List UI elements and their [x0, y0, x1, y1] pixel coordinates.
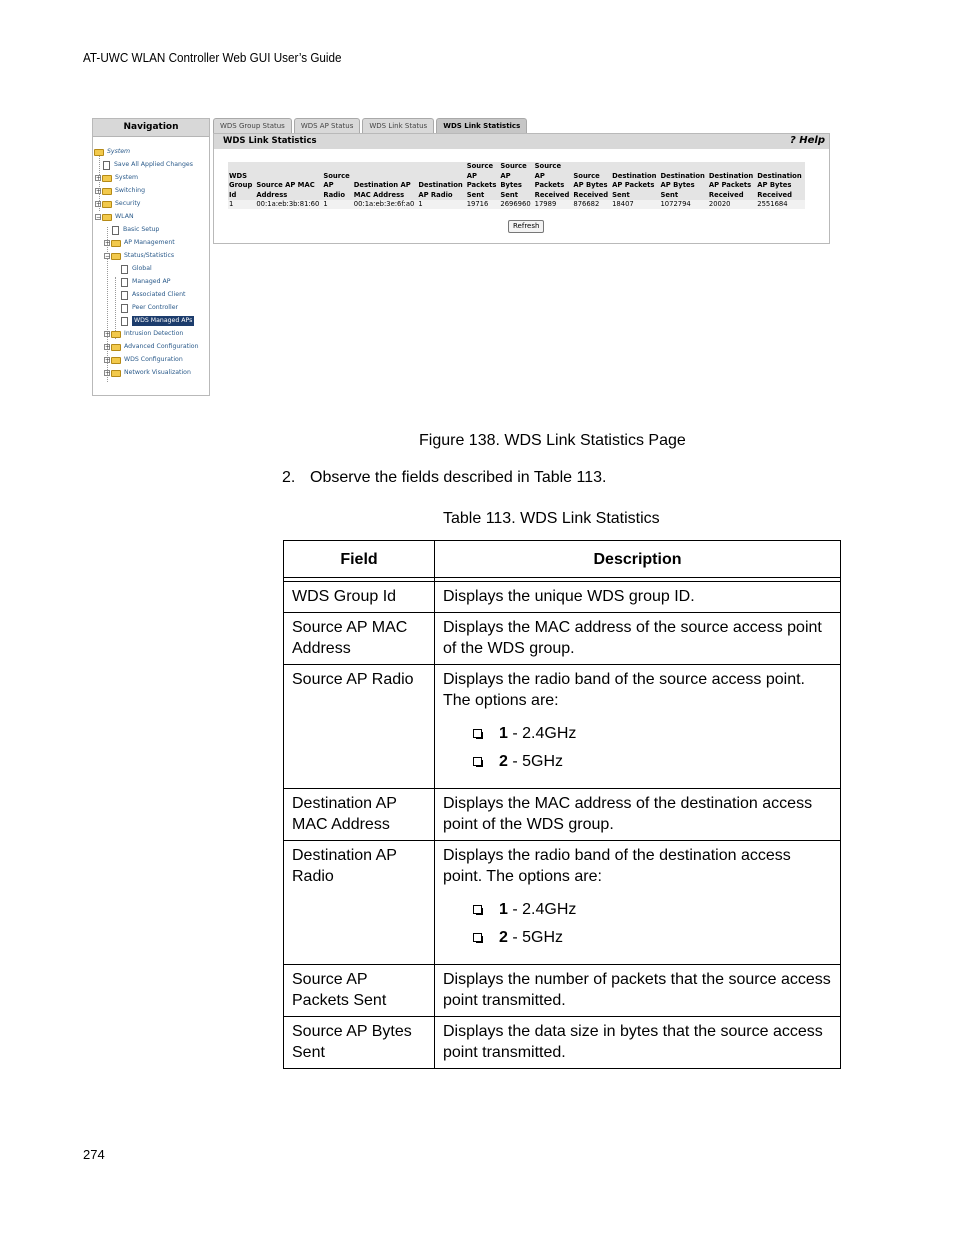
column-header-line: Destination	[660, 171, 705, 180]
column-header	[499, 162, 533, 200]
column-header-line: Source	[573, 171, 600, 180]
option-label: - 2.4GHz	[507, 901, 577, 918]
option-value: 2	[499, 753, 508, 770]
folder-icon	[111, 240, 121, 247]
option-item	[443, 723, 832, 751]
option-item	[443, 927, 832, 955]
folder-icon	[111, 370, 121, 377]
column-header-line: Packets	[466, 181, 497, 189]
tree-item-security[interactable]: + Security	[96, 200, 141, 208]
page-icon	[121, 317, 128, 326]
expand-icon[interactable]: +	[96, 188, 102, 195]
checkbox-bullet-icon	[473, 757, 482, 766]
expand-icon[interactable]: +	[96, 175, 102, 182]
column-header-line: AP Bytes	[573, 181, 608, 189]
column-header-line: Source	[534, 162, 562, 170]
column-header-line: Source	[500, 162, 527, 170]
page-icon	[112, 226, 119, 235]
tree-item-advanced-configuration[interactable]: + Advanced Configuration	[105, 343, 199, 351]
options-list	[443, 723, 832, 779]
column-header-line: AP Bytes	[660, 181, 695, 189]
field-description-table	[283, 540, 841, 1069]
checkbox-bullet-icon	[473, 933, 482, 942]
page-number: 274	[83, 1147, 105, 1162]
column-header	[466, 162, 500, 200]
column-header-line: Packets	[534, 181, 565, 189]
column-header	[353, 162, 418, 200]
expand-icon[interactable]: +	[105, 344, 111, 351]
column-header-line: WDS	[229, 171, 248, 180]
panel-header	[214, 134, 829, 149]
column-header-line: Id	[229, 190, 237, 199]
option-item	[443, 751, 832, 779]
column-header	[611, 162, 659, 200]
step-item	[282, 469, 606, 487]
page-icon	[103, 161, 110, 170]
expand-icon[interactable]: +	[105, 357, 111, 364]
options-list	[443, 899, 832, 955]
tab-wds-ap-status[interactable]: WDS AP Status	[294, 118, 361, 133]
tree-item-save-changes[interactable]: Save All Applied Changes	[103, 160, 193, 170]
table-row	[284, 582, 841, 613]
field-description-cell	[435, 582, 841, 613]
table-cell: 2551684	[756, 200, 804, 209]
column-header-line: Destination AP	[353, 181, 411, 189]
description-text: Displays the unique WDS group ID.	[443, 588, 695, 605]
column-header-line: Sent	[612, 190, 630, 199]
folder-icon	[102, 175, 112, 182]
step-text: Observe the fields described in Table 113.	[310, 469, 607, 486]
table-row	[284, 789, 841, 841]
field-name-cell: Destination AP Radio	[284, 841, 435, 965]
column-header-line: AP Radio	[418, 190, 453, 199]
option-item	[443, 899, 832, 927]
column-header-line: Received	[534, 190, 570, 199]
expand-icon[interactable]: +	[105, 331, 111, 338]
refresh-button[interactable]: Refresh	[508, 220, 544, 233]
tab-wds-group-status[interactable]: WDS Group Status	[213, 118, 292, 133]
option-value: 2	[499, 929, 508, 946]
field-name-cell: Source AP MAC Address	[284, 613, 435, 665]
table-caption: Table 113. WDS Link Statistics	[443, 510, 660, 527]
field-description-cell	[435, 841, 841, 965]
column-header-line: Destination	[757, 171, 802, 180]
table-cell: 00:1a:eb:3e:6f:a0	[353, 200, 418, 209]
tree-item-global[interactable]: Global	[121, 264, 152, 274]
header-field: Field	[284, 541, 435, 578]
checkbox-bullet-icon	[473, 905, 482, 914]
column-header-line: MAC Address	[353, 190, 405, 199]
tree-item-wds-managed-aps[interactable]: WDS Managed APs	[121, 316, 194, 326]
description-text: Displays the data size in bytes that the source access point transmitted.	[443, 1023, 823, 1061]
table-cell: 00:1a:eb:3b:81:60	[255, 200, 322, 209]
tree-item-basic-setup[interactable]: Basic Setup	[112, 225, 159, 235]
column-header-line: Address	[256, 190, 288, 199]
description-text: Displays the MAC address of the destination access point of the WDS group.	[443, 795, 813, 833]
tree-item-wds-configuration[interactable]: + WDS Configuration	[105, 356, 183, 364]
tree-item-ap-management[interactable]: + AP Management	[105, 239, 175, 247]
option-value: 1	[499, 725, 508, 742]
expand-icon[interactable]: +	[105, 370, 111, 377]
column-header	[756, 162, 804, 200]
field-name-cell: Source AP Packets Sent	[284, 965, 435, 1017]
column-header-line: Destination	[612, 171, 657, 180]
option-label: - 5GHz	[507, 753, 564, 770]
column-header-line: Group	[229, 181, 253, 189]
navigation-panel	[92, 118, 210, 396]
checkbox-bullet-icon	[473, 729, 482, 738]
collapse-icon[interactable]: −	[105, 253, 111, 260]
column-header	[228, 162, 255, 200]
column-header-line: Source AP MAC	[256, 181, 315, 189]
description-text: Displays the radio band of the destination access point. The options are:	[443, 847, 791, 885]
tree-item-peer-controller[interactable]: Peer Controller	[121, 303, 178, 313]
column-header-line: Sent	[660, 190, 679, 199]
column-header-line: AP	[500, 171, 511, 180]
column-header-line: Received	[573, 190, 609, 199]
column-header	[322, 162, 352, 200]
tree-item-switching[interactable]: + Switching	[96, 187, 146, 195]
column-header-line: AP Packets	[612, 181, 655, 189]
description-text: Displays the number of packets that the source access point transmitted.	[443, 971, 831, 1009]
tree-item-status-statistics[interactable]: − Status/Statistics	[105, 252, 175, 260]
column-header	[534, 162, 573, 200]
collapse-icon[interactable]: −	[96, 214, 102, 221]
field-table-header	[284, 541, 841, 578]
help-link[interactable]: ? Help	[789, 135, 825, 146]
description-text: Displays the radio band of the source access point. The options are:	[443, 671, 805, 709]
column-header	[708, 162, 756, 200]
column-header-line: Sent	[500, 190, 518, 199]
column-header-line: Received	[757, 190, 792, 199]
option-label: - 2.4GHz	[507, 725, 577, 742]
panel-title: WDS Link Statistics	[223, 136, 317, 146]
tab-wds-link-statistics[interactable]: WDS Link Statistics	[436, 118, 527, 133]
wds-link-statistics-screenshot	[92, 118, 830, 396]
column-header-line: Received	[708, 190, 744, 199]
table-cell: 19716	[466, 200, 500, 209]
figure-caption: Figure 138. WDS Link Statistics Page	[419, 432, 686, 449]
folder-icon	[111, 344, 121, 351]
table-cell: 1	[322, 200, 352, 209]
field-name-cell: WDS Group Id	[284, 582, 435, 613]
table-row	[228, 200, 805, 209]
tree-item-managed-ap[interactable]: Managed AP	[121, 277, 170, 287]
column-header-line: Bytes	[500, 181, 522, 189]
folder-open-icon	[94, 149, 104, 156]
header-description: Description	[435, 541, 841, 578]
page-icon	[121, 304, 128, 313]
field-description-cell	[435, 665, 841, 789]
folder-open-icon	[111, 253, 121, 260]
field-name-cell: Destination AP MAC Address	[284, 789, 435, 841]
folder-open-icon	[102, 214, 112, 221]
tree-item-network-visualization[interactable]: + Network Visualization	[105, 369, 191, 377]
table-cell: 18407	[611, 200, 659, 209]
main-panel	[213, 118, 830, 244]
page-icon	[121, 291, 128, 300]
table-cell: 17989	[534, 200, 573, 209]
column-header-line: AP	[466, 171, 477, 180]
table-header-row	[228, 162, 805, 200]
wds-link-statistics-table	[228, 162, 805, 209]
column-header-line: Destination	[418, 181, 463, 189]
page-icon	[121, 265, 128, 274]
column-header	[255, 162, 322, 200]
tab-bar	[213, 118, 529, 133]
folder-icon	[111, 357, 121, 364]
field-name-cell: Source AP Radio	[284, 665, 435, 789]
column-header	[417, 162, 465, 200]
expand-icon[interactable]: +	[96, 201, 102, 208]
table-cell: 1	[228, 200, 255, 209]
table-cell: 1072794	[659, 200, 707, 209]
column-header-line: AP	[534, 171, 545, 180]
column-header	[659, 162, 707, 200]
tree-item-system[interactable]: + System	[96, 174, 139, 182]
statistics-panel	[213, 133, 830, 244]
column-header-line: AP Packets	[708, 181, 752, 189]
table-cell: 2696960	[499, 200, 533, 209]
column-header-line: Source	[323, 171, 350, 180]
table-cell: 20020	[708, 200, 756, 209]
column-header	[572, 162, 611, 200]
expand-icon[interactable]: +	[105, 240, 111, 247]
folder-icon	[102, 201, 112, 208]
field-description-cell	[435, 965, 841, 1017]
folder-icon	[111, 331, 121, 338]
column-header-line: Sent	[466, 190, 485, 199]
column-header-line: Destination	[708, 171, 754, 180]
navigation-title: Navigation	[93, 119, 209, 137]
page-icon	[121, 278, 128, 287]
table-cell: 876682	[572, 200, 611, 209]
folder-icon	[102, 188, 112, 195]
option-value: 1	[499, 901, 508, 918]
tree-item-system-root[interactable]: System	[94, 147, 130, 157]
field-name-cell: Source AP Bytes Sent	[284, 1017, 435, 1069]
field-description-cell	[435, 1017, 841, 1069]
table-row	[284, 1017, 841, 1069]
column-header-line: AP Bytes	[757, 181, 792, 189]
tab-wds-link-status[interactable]: WDS Link Status	[362, 118, 434, 133]
option-label: - 5GHz	[507, 929, 564, 946]
table-row	[284, 665, 841, 789]
field-description-cell	[435, 613, 841, 665]
table-row	[284, 841, 841, 965]
table-row	[284, 965, 841, 1017]
step-number: 2.	[282, 469, 296, 486]
table-row	[284, 613, 841, 665]
tree-item-wlan[interactable]: − WLAN	[96, 213, 134, 221]
column-header-line: Radio	[323, 190, 346, 199]
running-header: AT-UWC WLAN Controller Web GUI User’s Guide	[83, 50, 342, 65]
tree-item-intrusion-detection[interactable]: + Intrusion Detection	[105, 330, 184, 338]
tree-item-associated-client[interactable]: Associated Client	[121, 290, 185, 300]
table-cell: 1	[417, 200, 465, 209]
column-header-line: Source	[466, 162, 494, 170]
field-description-cell	[435, 789, 841, 841]
column-header-line: AP	[323, 181, 334, 189]
description-text: Displays the MAC address of the source access point of the WDS group.	[443, 619, 822, 657]
